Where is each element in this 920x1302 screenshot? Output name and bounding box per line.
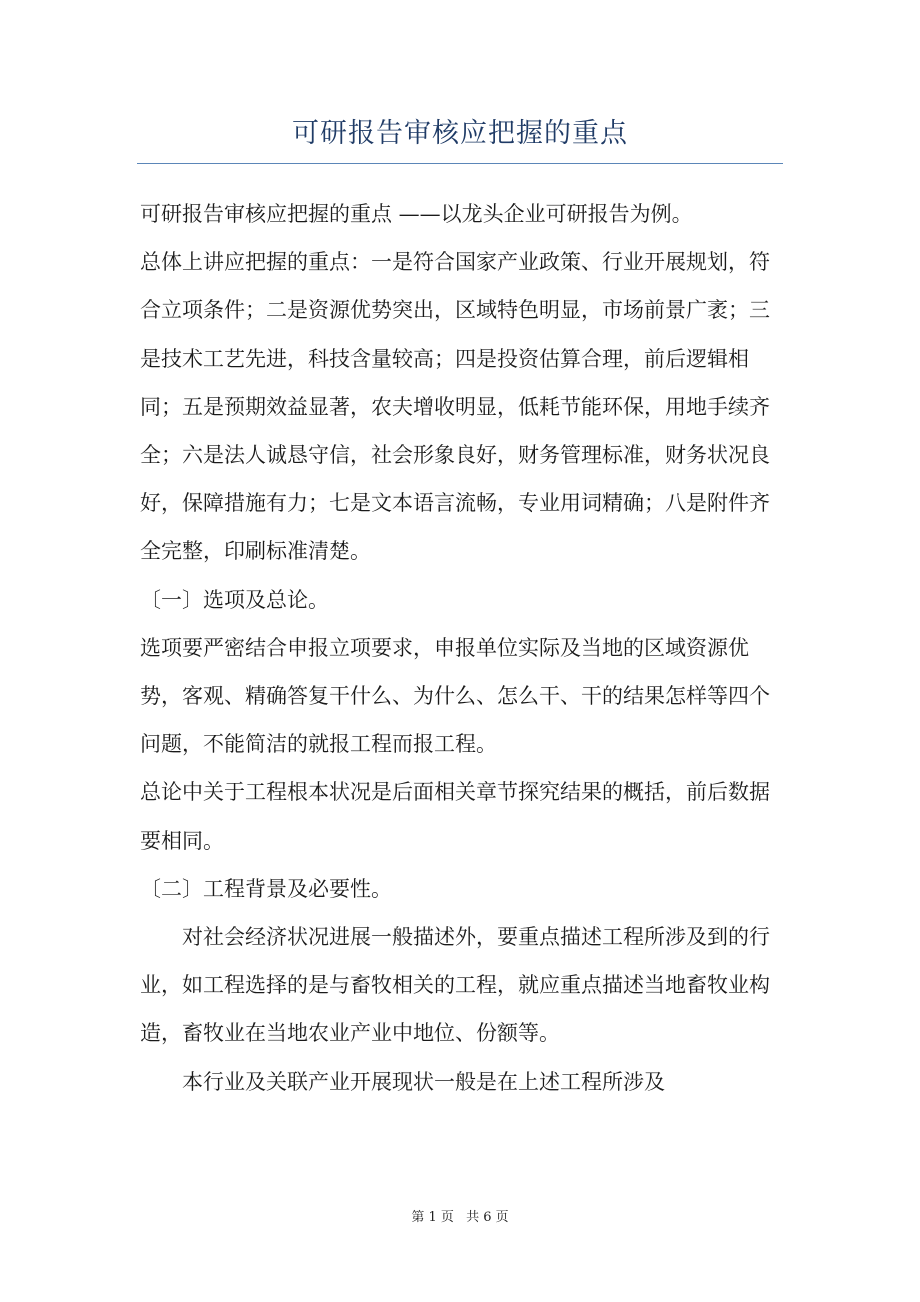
paragraph-background: 对社会经济状况进展一般描述外，要重点描述工程所涉及到的行业，如工程选择的是与畜牧相关的工程，就应重点描述当地畜牧业构造，畜牧业在当地农业产业中地位、份额等。 xyxy=(140,925,770,1046)
document-title: 可研报告审核应把握的重点 xyxy=(292,118,628,149)
page-footer xyxy=(0,1206,920,1225)
paragraph-key-points: 总体上讲应把握的重点：一是符合国家产业政策、行业开展规划，符合立项条件；二是资源优势突出，区域特色明显，市场前景广袤；三是技术工艺先进，科技含量较高；四是投资估算合理，前后逻辑相同；五是预期效益显著，农夫增收明显，低耗节能环保，用地手续齐全；六是法人诚恳守信，社会形象良好，财务管理标准，财务状况良好，保障措施有力；七是文本语言流畅，专业用词精确；八是附件齐全完整，印刷标准清楚。 xyxy=(140,250,770,564)
page-total: 共 6 页 xyxy=(466,1210,509,1225)
section-heading-1: 〔一〕选项及总论。 xyxy=(140,587,329,612)
paragraph-subtitle: 可研报告审核应把握的重点 ——以龙头企业可研报告为例。 xyxy=(140,202,693,226)
section-heading-2: 〔二〕工程背景及必要性。 xyxy=(140,876,392,901)
document-body xyxy=(140,190,788,1106)
paragraph-selection: 选项要严密结合申报立项要求，申报单位实际及当地的区域资源优势，客观、精确答复干什么、为什么、怎么干、干的结果怎样等四个问题，不能简洁的就报工程而报工程。 xyxy=(140,635,770,757)
page-number: 第 1 页 xyxy=(411,1210,454,1225)
title-underline xyxy=(137,163,783,164)
paragraph-general: 总论中关于工程根本状况是后面相关章节探究结果的概括，前后数据要相同。 xyxy=(140,780,770,853)
paragraph-industry-status: 本行业及关联产业开展现状一般是在上述工程所涉及 xyxy=(182,1069,665,1094)
